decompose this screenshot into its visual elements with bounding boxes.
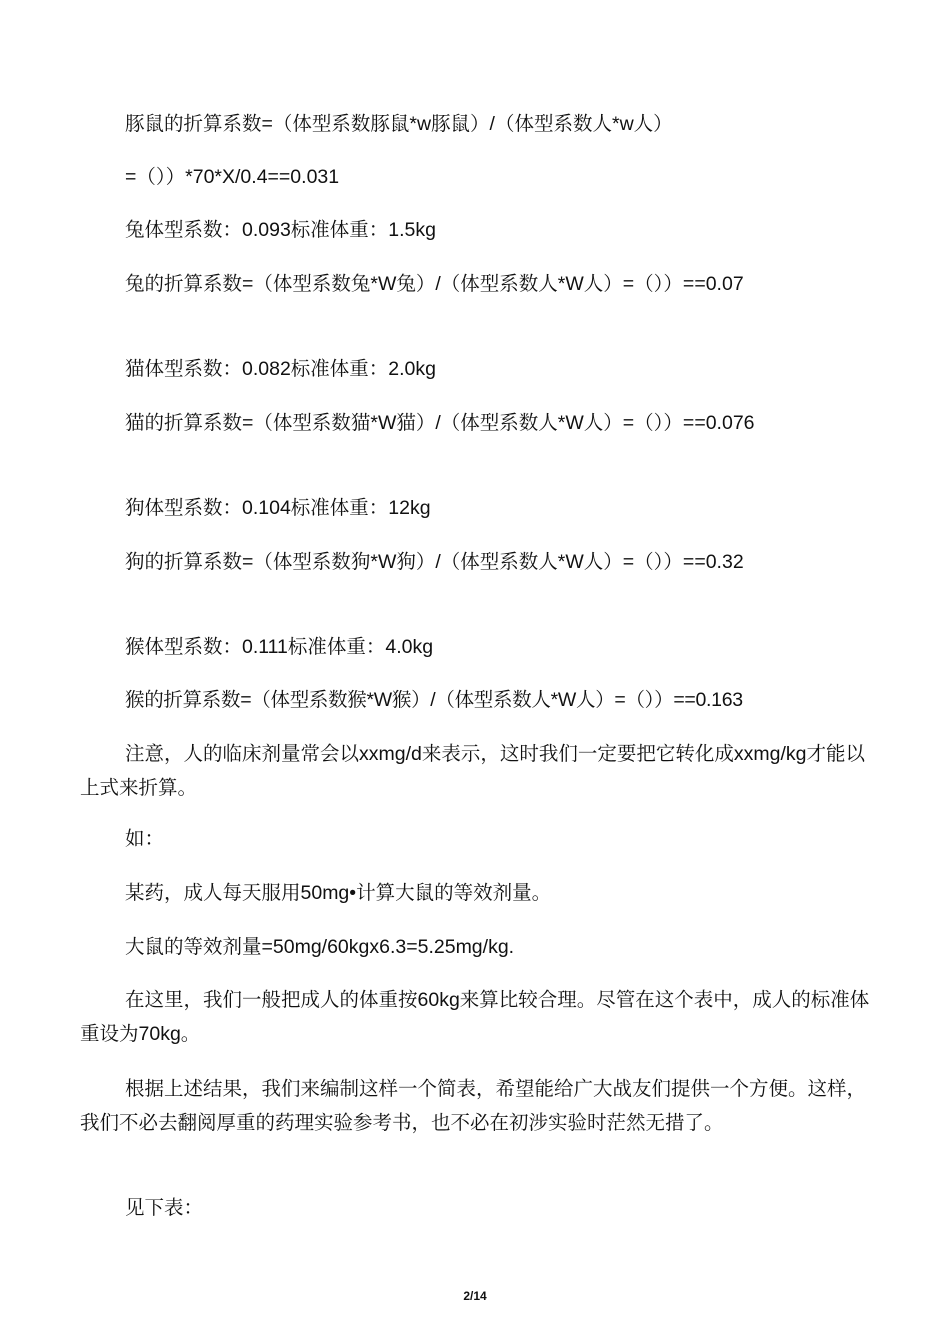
paragraph-dog-formula: 狗的折算系数=（体型系数狗*W狗）/（体型系数人*W人）=（））==0.32 — [125, 551, 744, 573]
paragraph-example-question: 某药，成人每天服用50mg•计算大鼠的等效剂量。 — [125, 882, 552, 904]
paragraph-cat-coefficient: 猫体型系数：0.082标准体重：2.0kg — [125, 358, 437, 380]
paragraph-guinea-pig-result: =（））*70*X/0.4==0.031 — [125, 166, 340, 188]
paragraph-monkey-formula: 猴的折算系数=（体型系数猴*W猴）/（体型系数人*W人）=（））==0.163 — [125, 689, 743, 711]
paragraph-rabbit-formula: 兔的折算系数=（体型系数兔*W兔）/（体型系数人*W人）=（））==0.07 — [125, 273, 744, 295]
paragraph-rabbit-coefficient: 兔体型系数：0.093标准体重：1.5kg — [125, 219, 437, 241]
paragraph-monkey-coefficient: 猴体型系数：0.111标准体重：4.0kg — [125, 636, 434, 658]
paragraph-summary: 根据上述结果，我们来编制这样一个简表，希望能给广大战友们提供一个方便。这样，我们不必去翻阅厚重的药理实验参考书，也不必在初涉实验时茫然无措了。 — [80, 1078, 867, 1134]
paragraph-cat-formula: 猫的折算系数=（体型系数猫*W猫）/（体型系数人*W人）=（））==0.076 — [125, 412, 755, 434]
paragraph-note: 注意，人的临床剂量常会以xxmg/d来表示，这时我们一定要把它转化成xxmg/kg才能以上式来折算。 — [80, 743, 865, 799]
paragraph-guinea-pig-formula: 豚鼠的折算系数=（体型系数豚鼠*w豚鼠）/（体型系数人*w人） — [125, 113, 673, 135]
page-number: 2/14 — [463, 1289, 487, 1303]
paragraph-dog-coefficient: 狗体型系数：0.104标准体重：12kg — [125, 497, 431, 519]
paragraph-example-answer: 大鼠的等效剂量=50mg/60kgx6.3=5.25mg/kg. — [125, 936, 515, 958]
paragraph-example-label: 如： — [125, 828, 165, 850]
paragraph-body-weight-note: 在这里，我们一般把成人的体重按60kg来算比较合理。尽管在这个表中，成人的标准体重设为70kg。 — [80, 989, 870, 1045]
paragraph-see-table: 见下表： — [125, 1197, 204, 1219]
